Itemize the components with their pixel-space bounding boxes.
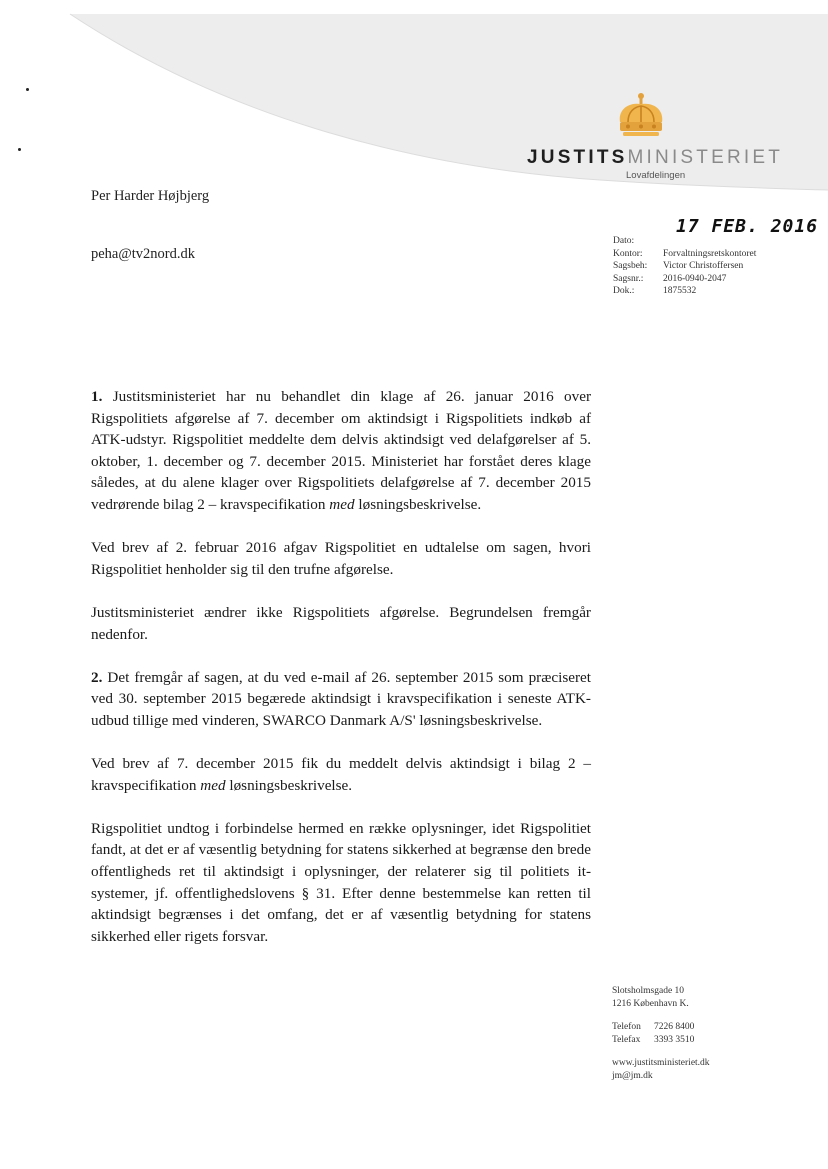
date-stamp: 17 FEB. 2016 <box>676 216 819 237</box>
letter-body <box>91 386 591 969</box>
paragraph-6: Rigspolitiet undtog i forbindelse hermed en række oplysninger, idet Rigspolitiet fandt, at det er af væsentlig betydning for statens sikkerhed at begrænse den brede offentligheds ret til aktindsigt i oplysninger, der relaterer sig til politiets it-systemer, jf. offentlighedslovens § 31. Efter denne bestemmelse kan retten til aktindsigt begrænses i det omfang, det er af væsentlig betydning for statens sikkerhed eller rigets forsvar. <box>91 819 591 945</box>
section-number: 2. <box>91 668 103 686</box>
address-city: 1216 København K. <box>612 998 689 1009</box>
email-link[interactable]: jm@jm.dk <box>612 1070 653 1081</box>
sender-address: Slotsholmsgade 10 1216 København K. Telefon 7226 8400 Telefax 3393 3510 www.justitsministeriet.dk jm@jm.dk <box>612 986 710 1081</box>
margin-dot <box>18 148 21 151</box>
recipient-email: peha@tv2nord.dk <box>91 246 195 262</box>
paragraph-3: Justitsministeriet ændrer ikke Rigspolitiets afgørelse. Begrundelsen fremgår nedenfor. <box>91 603 591 643</box>
phone-number: 7226 8400 <box>654 1022 695 1033</box>
meta-row: Dato: <box>613 236 635 246</box>
margin-dot <box>26 88 29 91</box>
ministry-name-bold: JUSTITS <box>527 147 628 168</box>
meta-row: Sagsnr.: 2016-0940-2047 <box>613 273 727 284</box>
paragraph-5: Ved brev af 7. december 2015 fik du meddelt delvis aktindsigt i bilag 2 – kravspecifikation med løsningsbeskrivelse. <box>91 755 591 794</box>
website-link[interactable]: www.justitsministeriet.dk <box>612 1058 710 1069</box>
paragraph-1: 1. Justitsministeriet har nu behandlet din klage af 26. januar 2016 over Rigspolitiets afgørelse af 7. december om aktindsigt i Rigspolitiets indkøb af ATK-udstyr. Rigspolitiet meddelte dem delvis aktindsigt ved delafgørelser af 5. oktober, 1. december og 7. december 2015. Ministeriet har forstået deres klage således, at du alene klager over Rigspolitiets delafgørelse af 7. december 2015 vedrørende bilag 2 – kravspecifikation med løsningsbeskrivelse. <box>91 388 591 513</box>
paragraph-4: 2. Det fremgår af sagen, at du ved e-mail af 26. september 2015 som præciseret ved 30. september 2015 begærede aktindsigt i kravspecifikation i seneste ATK-udbud tillige med vinderen, SWARCO Danmark A/S' løsningsbeskrivelse. <box>91 668 591 729</box>
meta-row: Dok.: 1875532 <box>613 286 697 297</box>
department-name: Lovafdelingen <box>626 170 686 181</box>
header-swoosh <box>0 0 828 210</box>
meta-row: Sagsbeh: Victor Christoffersen <box>613 261 744 272</box>
ministry-name-light: MINISTERIET <box>627 147 784 168</box>
fax-number: 3393 3510 <box>654 1034 695 1045</box>
meta-row: Kontor: Forvaltningsretskontoret <box>613 248 757 259</box>
recipient-name: Per Harder Højbjerg <box>91 188 210 204</box>
ministry-name <box>527 147 783 169</box>
address-street: Slotsholmsgade 10 <box>612 986 685 996</box>
section-number: 1. <box>91 388 103 405</box>
royal-crown-logo <box>614 92 668 138</box>
paragraph-2: Ved brev af 2. februar 2016 afgav Rigspolitiet en udtalelse om sagen, hvori Rigspolitiet henholder sig til den trufne afgørelse. <box>91 539 591 578</box>
case-metadata <box>613 235 756 298</box>
